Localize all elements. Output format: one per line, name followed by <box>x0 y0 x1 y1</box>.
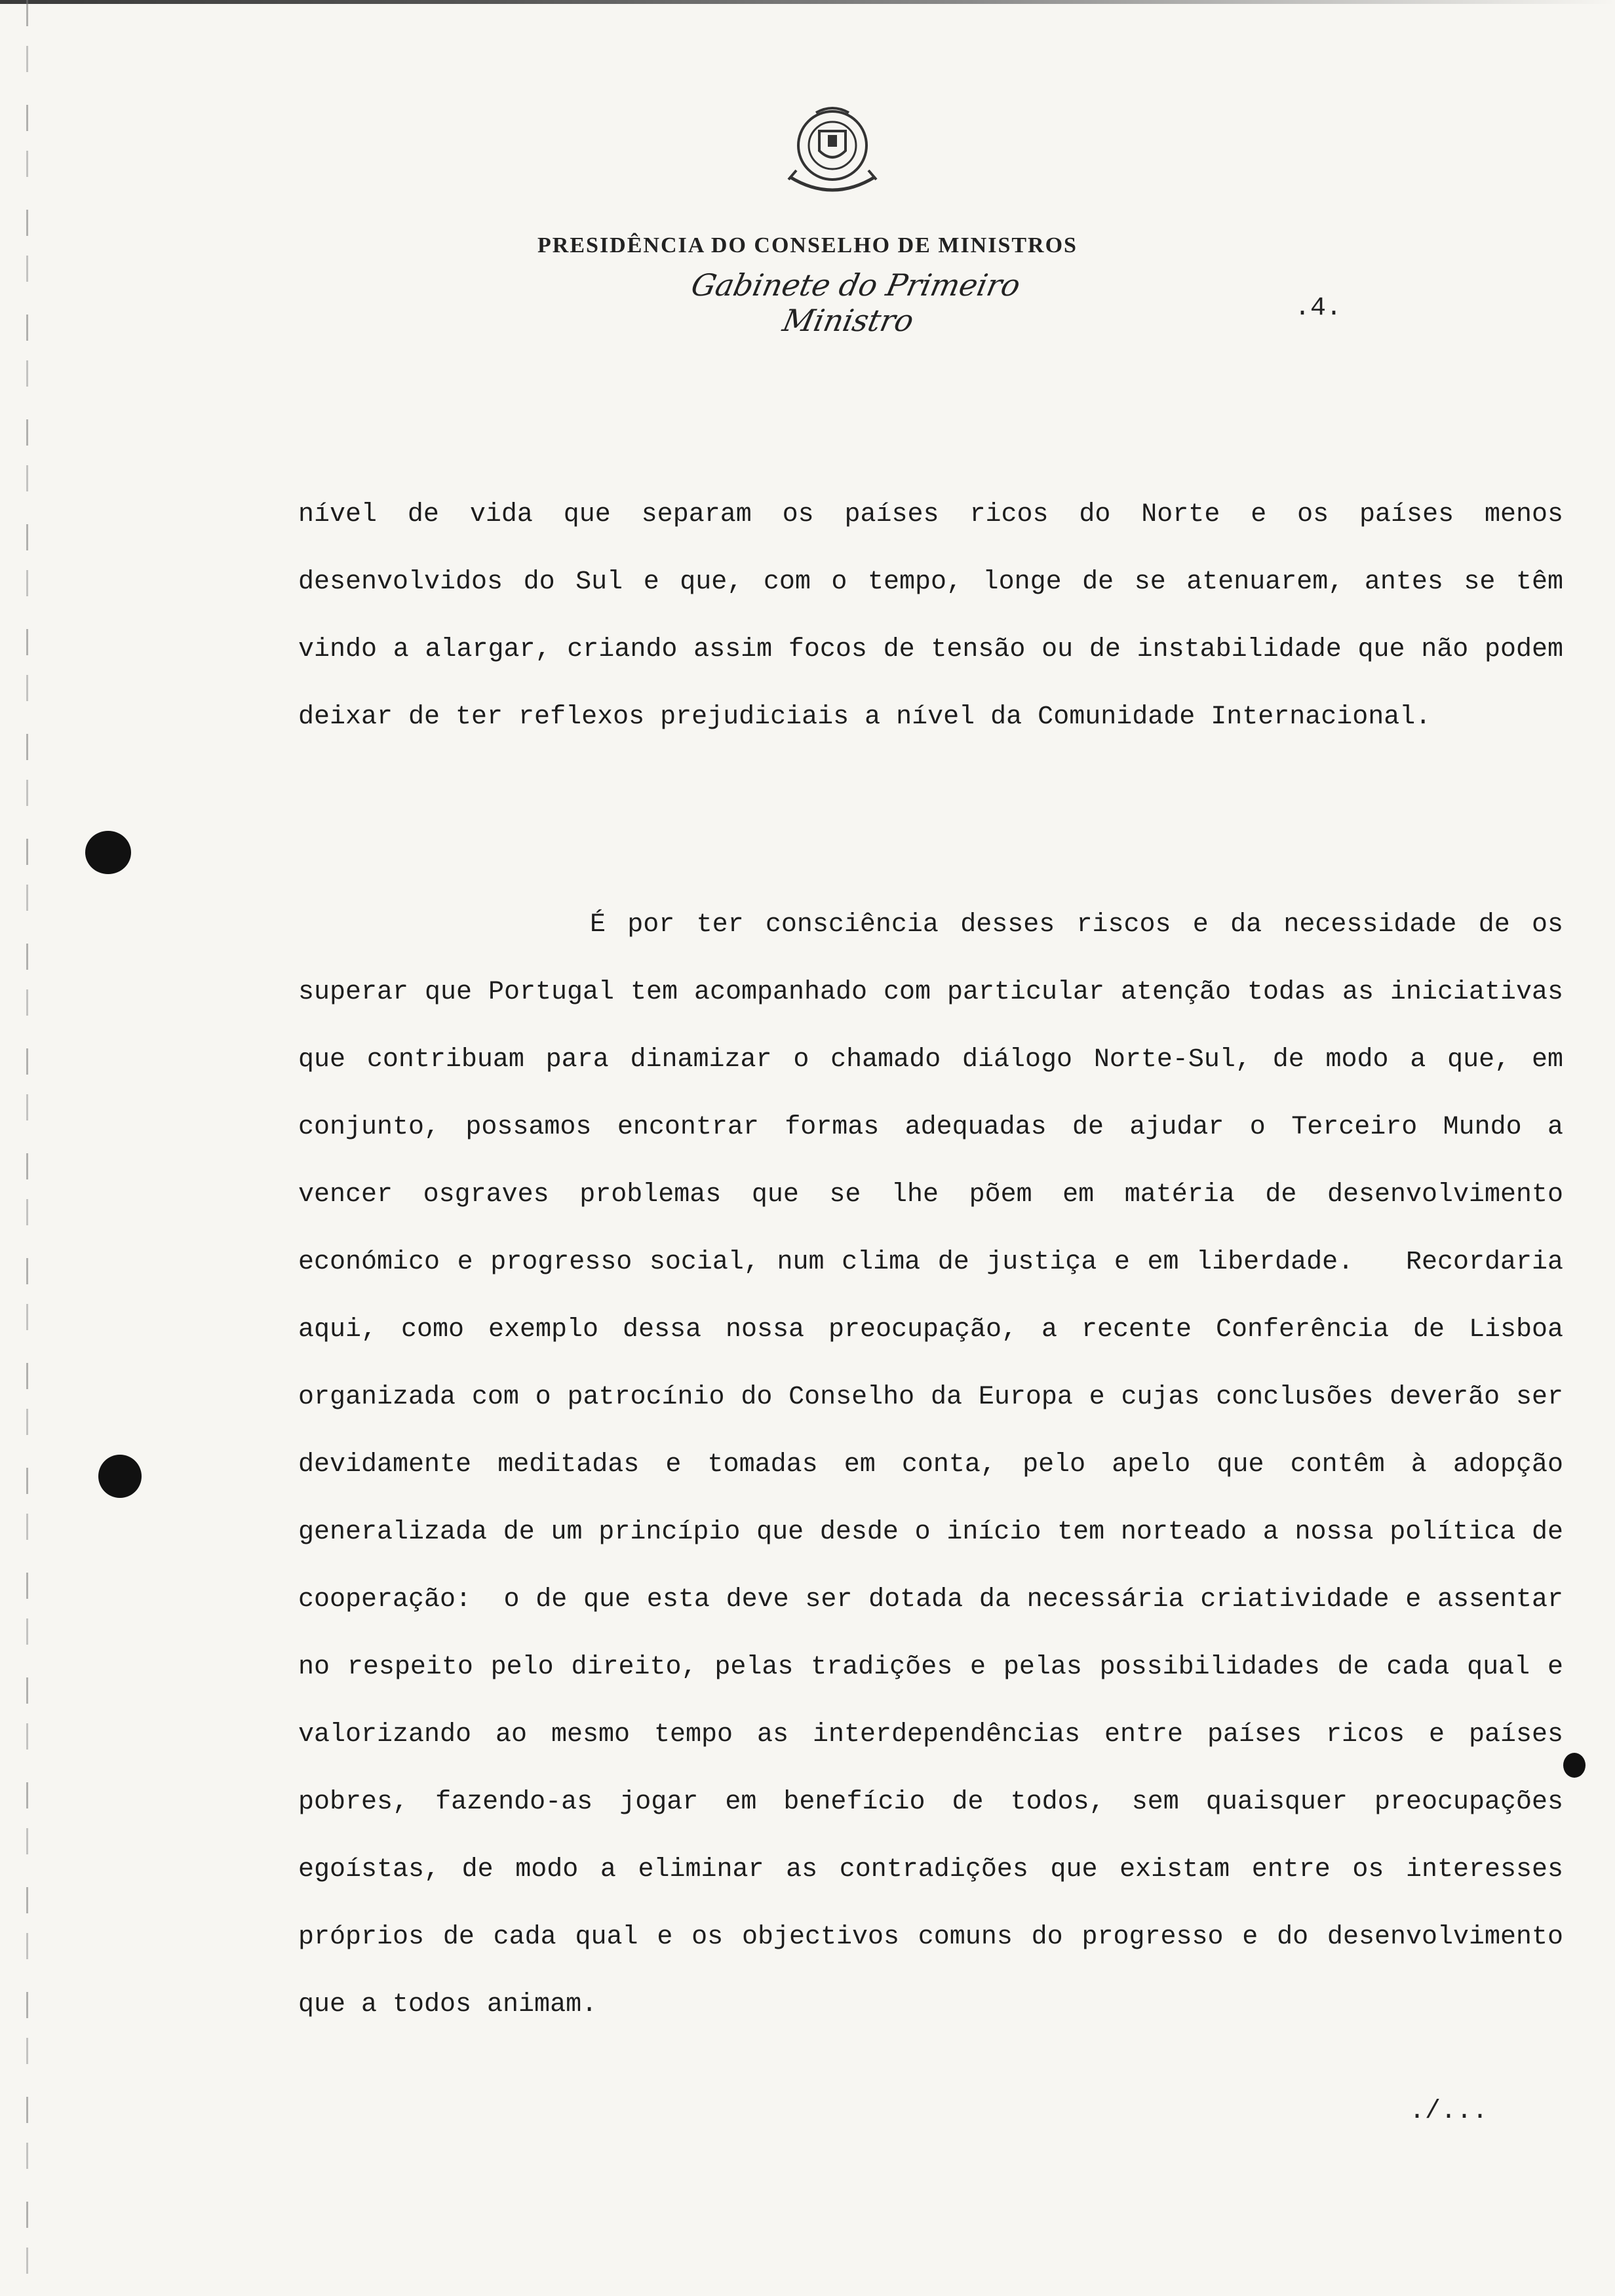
paragraph-1 <box>298 481 1580 751</box>
paragraph-1-text: nível de vida que separam os países ricos do Norte e os países menos desenvolvidos do Sul e que, com o tempo, longe de se atenuarem, antes se têm vindo a alargar, criando assim focos de tensão ou de instabilidade que não podem deixar de ter reflexos prejudiciais a nível da Comunidade Internacional. <box>298 500 1580 732</box>
coat-of-arms-icon <box>777 98 888 203</box>
binding-blot <box>98 1455 142 1498</box>
office-signature: Gabinete do Primeiro Ministro <box>688 267 1024 338</box>
binding-blot <box>85 831 131 874</box>
paragraph-2 <box>298 891 1580 2038</box>
continuation-mark: ./... <box>1409 2097 1489 2126</box>
scan-left-edge <box>26 0 28 2296</box>
scan-top-edge <box>0 0 1615 4</box>
binding-blot <box>1563 1753 1586 1778</box>
institution-name: PRESIDÊNCIA DO CONSELHO DE MINISTROS <box>537 233 1078 258</box>
page-number: .4. <box>1294 294 1342 323</box>
paragraph-2-text: É por ter consciência desses riscos e da necessidade de os superar que Portugal tem acompanhado com particular atenção todas as iniciativas que contribuam para dinamizar o chamado diálogo Norte-Sul, de modo a que, em conjunto, possamos encontrar formas adequadas de ajudar o Terceiro Mundo a vencer osgraves problemas que se lhe põem em matéria de desenvolvimento económico e progresso social, num clima de justiça e em liberdade. Recordaria aqui, como exemplo dessa nossa preocupação, a recente Conferência de Lisboa organizada com o patrocínio do Conselho da Europa e cujas conclusões deverão ser devidamente meditadas e tomadas em conta, pelo apelo que contêm à adopção generalizada de um princípio que desde o início tem norteado a nossa política de cooperação: o de que esta deve ser dotada da necessária criatividade e assentar no respeito pelo direito, pelas tradições e pelas possibilidades de cada qual e valorizando ao mesmo tempo as interdependências entre países ricos e países pobres, fazendo-as jogar em benefício de todos, sem quaisquer preocupações egoístas, de modo a eliminar as contradições que existam entre os interesses próprios de cada qual e os objectivos comuns do progresso e do desenvolvimento que a todos animam. <box>298 910 1580 2019</box>
